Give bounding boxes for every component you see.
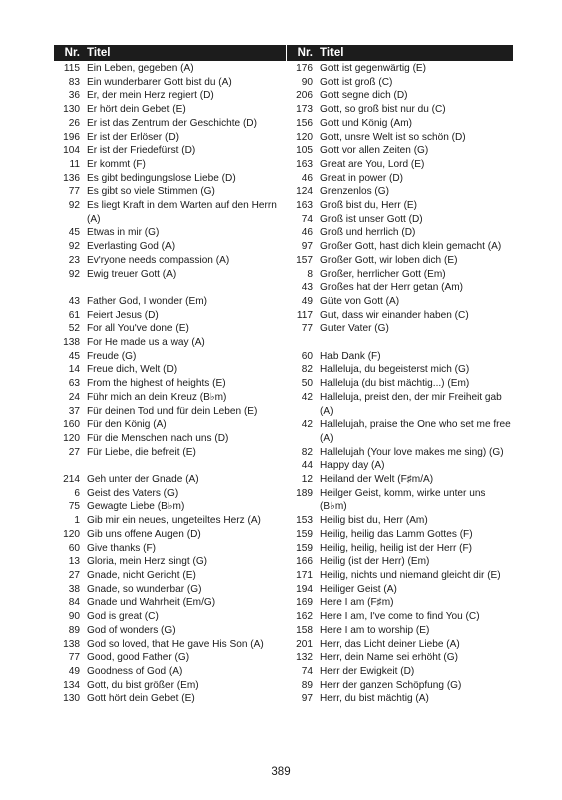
entry-title: Er ist der Erlöser (D) xyxy=(87,131,179,143)
index-entry xyxy=(54,226,286,240)
entry-number: 60 xyxy=(301,350,313,362)
index-entry xyxy=(54,62,286,76)
entry-number: 124 xyxy=(296,186,313,198)
entry-title: Gnade und Wahrheit (Em/G) xyxy=(87,597,216,609)
entry-number: 82 xyxy=(301,364,313,376)
entry-number: 36 xyxy=(68,90,80,102)
index-entry xyxy=(287,624,513,638)
index-entry xyxy=(54,103,286,117)
entry-number: 11 xyxy=(69,158,80,170)
entry-title: Gib uns offene Augen (D) xyxy=(87,528,201,540)
entry-number: 92 xyxy=(68,200,80,212)
index-entry xyxy=(287,638,513,652)
entry-number: 37 xyxy=(68,405,80,417)
entry-title: Gloria, mein Herz singt (G) xyxy=(87,556,208,568)
entry-title: Good, good Father (G) xyxy=(87,652,190,664)
entry-number: 83 xyxy=(68,76,80,88)
index-entry xyxy=(287,418,513,445)
entry-title: Gib mir ein neues, ungeteiltes Herz (A) xyxy=(87,515,261,527)
entry-number: 189 xyxy=(296,487,313,499)
entry-number: 214 xyxy=(63,474,80,486)
entry-title: Hallelujah (Your love makes me sing) (G) xyxy=(320,446,504,458)
index-entry xyxy=(54,651,286,665)
index-entry xyxy=(54,500,286,514)
index-entry xyxy=(54,185,286,199)
entry-title: Ewig treuer Gott (A) xyxy=(87,268,177,280)
entry-title: Es liegt Kraft in dem Warten auf den Herrn (A) xyxy=(87,200,277,225)
index-entry xyxy=(54,569,286,583)
entry-title: From the highest of heights (E) xyxy=(87,378,226,390)
entry-number: 120 xyxy=(63,528,80,540)
entry-title: Für den König (A) xyxy=(87,419,167,431)
column-header xyxy=(287,45,513,61)
index-entry xyxy=(287,62,513,76)
entry-title: Here I am to worship (E) xyxy=(320,624,430,636)
entry-title: Feiert Jesus (D) xyxy=(87,309,159,321)
entry-number: 157 xyxy=(296,254,313,266)
entry-number: 82 xyxy=(301,446,313,458)
entry-number: 77 xyxy=(301,323,313,335)
entry-number: 117 xyxy=(296,309,313,321)
entry-number: 162 xyxy=(296,611,313,623)
entry-title: Er hört dein Gebet (E) xyxy=(87,104,186,116)
index-entry xyxy=(54,363,286,377)
index-entry xyxy=(287,665,513,679)
index-entry xyxy=(287,281,513,295)
entry-number: 89 xyxy=(68,624,80,636)
entry-title: Father God, I wonder (Em) xyxy=(87,295,208,307)
index-entry xyxy=(287,679,513,693)
entry-title: Gott ist groß (C) xyxy=(320,76,393,88)
index-entry xyxy=(54,240,286,254)
index-entry xyxy=(287,117,513,131)
entry-title: Gott vor allen Zeiten (G) xyxy=(320,145,429,157)
entry-number: 49 xyxy=(68,665,80,677)
entry-number: 27 xyxy=(68,446,80,458)
entry-number: 138 xyxy=(63,337,80,349)
entry-title: Groß ist unser Gott (D) xyxy=(320,213,423,225)
index-entry xyxy=(287,542,513,556)
index-entry xyxy=(54,528,286,542)
entry-number: 45 xyxy=(68,227,80,239)
index-entry xyxy=(287,199,513,213)
index-entry xyxy=(287,459,513,473)
entry-number: 89 xyxy=(301,679,313,691)
entry-title: Es gibt bedingungslose Liebe (D) xyxy=(87,172,236,184)
index-entry xyxy=(287,172,513,186)
index-entry xyxy=(287,103,513,117)
entry-number: 46 xyxy=(301,172,313,184)
index-entry xyxy=(54,624,286,638)
entry-title: Here I am, I've come to find You (C) xyxy=(320,611,480,623)
entry-title: For He made us a way (A) xyxy=(87,337,205,349)
entry-number: 63 xyxy=(68,378,80,390)
index-list-left xyxy=(54,62,286,706)
entry-title: Für die Menschen nach uns (D) xyxy=(87,432,229,444)
entry-title: Happy day (A) xyxy=(320,460,385,472)
page-number: 389 xyxy=(271,766,291,778)
index-entry xyxy=(287,295,513,309)
index-list-right xyxy=(287,62,513,706)
entry-number: 52 xyxy=(68,323,80,335)
index-entry xyxy=(54,268,286,282)
entry-title: Er ist der Friedefürst (D) xyxy=(87,145,196,157)
entry-title: Everlasting God (A) xyxy=(87,241,176,253)
entry-number: 120 xyxy=(63,432,80,444)
entry-title: Heiland der Welt (F♯m/A) xyxy=(320,474,434,486)
index-entry xyxy=(54,418,286,432)
entry-title: Heilig bist du, Herr (Am) xyxy=(320,515,428,527)
index-entry xyxy=(54,542,286,556)
entry-number: 171 xyxy=(296,570,313,581)
index-entry xyxy=(287,350,513,364)
index-entry xyxy=(287,158,513,172)
index-column-left xyxy=(54,45,286,706)
entry-title: Gott ist gegenwärtig (E) xyxy=(320,63,427,74)
entry-title: Herr, du bist mächtig (A) xyxy=(320,693,429,705)
entry-number: 132 xyxy=(296,652,313,664)
entry-title: Großer Gott, wir loben dich (E) xyxy=(320,254,458,266)
index-entry xyxy=(54,309,286,323)
entry-title: Güte von Gott (A) xyxy=(320,295,400,307)
entry-number: 158 xyxy=(296,624,313,636)
entry-number: 92 xyxy=(68,268,80,280)
index-entry xyxy=(287,473,513,487)
entry-title: Führ mich an dein Kreuz (B♭m) xyxy=(87,391,227,403)
entry-title: Etwas in mir (G) xyxy=(87,227,160,239)
index-entry xyxy=(287,391,513,418)
index-entry xyxy=(287,185,513,199)
index-entry xyxy=(54,131,286,145)
entry-title: Für Liebe, die befreit (E) xyxy=(87,446,196,458)
index-entry xyxy=(54,473,286,487)
index-entry xyxy=(287,213,513,227)
entry-title: Er kommt (F) xyxy=(87,158,146,170)
entry-title: Here I am (F♯m) xyxy=(320,597,394,609)
entry-number: 12 xyxy=(301,474,313,486)
index-entry xyxy=(54,391,286,405)
index-entry xyxy=(54,405,286,419)
index-entry xyxy=(287,268,513,282)
entry-number: 176 xyxy=(296,63,313,74)
entry-number: 159 xyxy=(296,542,313,554)
index-entry xyxy=(54,377,286,391)
entry-number: 156 xyxy=(296,117,313,129)
entry-title: Gewagte Liebe (B♭m) xyxy=(87,501,185,513)
entry-number: 120 xyxy=(296,131,313,143)
entry-number: 92 xyxy=(68,241,80,253)
entry-number: 49 xyxy=(301,295,313,307)
entry-title: Heilig, nichts und niemand gleicht dir (E) xyxy=(320,570,501,581)
index-entry xyxy=(54,158,286,172)
entry-number: 42 xyxy=(301,419,313,431)
header-nr: Nr. xyxy=(297,47,313,59)
entry-number: 169 xyxy=(296,597,313,609)
entry-number: 160 xyxy=(63,419,80,431)
index-entry xyxy=(54,336,286,350)
header-nr: Nr. xyxy=(64,47,80,59)
entry-title: Heilig, heilig das Lamm Gottes (F) xyxy=(320,528,473,540)
entry-number: 8 xyxy=(307,268,313,280)
column-header xyxy=(54,45,286,61)
index-entry xyxy=(54,679,286,693)
entry-title: Geist des Vaters (G) xyxy=(87,487,179,499)
index-entry xyxy=(287,514,513,528)
entry-title: Heiliger Geist (A) xyxy=(320,583,397,595)
entry-title: Gott, unsre Welt ist so schön (D) xyxy=(320,131,466,143)
index-entry xyxy=(54,555,286,569)
entry-number: 61 xyxy=(68,309,80,321)
index-entry xyxy=(287,254,513,268)
entry-number: 38 xyxy=(68,583,80,595)
entry-number: 163 xyxy=(296,158,313,170)
entry-number: 130 xyxy=(63,693,80,705)
entry-title: Gott, du bist größer (Em) xyxy=(87,679,199,691)
entry-title: Heilig (ist der Herr) (Em) xyxy=(320,556,430,568)
entry-title: Halleluja, preist den, der mir Freiheit gab (A) xyxy=(320,391,502,417)
entry-title: Groß und herrlich (D) xyxy=(320,227,416,239)
entry-title: For all You've done (E) xyxy=(87,323,189,335)
index-entry xyxy=(54,514,286,528)
entry-title: Groß bist du, Herr (E) xyxy=(320,200,418,212)
entry-number: 14 xyxy=(68,364,80,376)
entry-number: 1 xyxy=(74,515,80,527)
entry-number: 194 xyxy=(296,583,313,595)
entry-number: 43 xyxy=(301,282,313,294)
entry-title: Geh unter der Gnade (A) xyxy=(87,474,199,486)
entry-number: 134 xyxy=(63,679,80,691)
entry-title: Herr, das Licht deiner Liebe (A) xyxy=(320,638,460,650)
entry-title: Großes hat der Herr getan (Am) xyxy=(320,282,464,294)
index-entry xyxy=(54,144,286,158)
index-entry xyxy=(287,322,513,336)
index-entry xyxy=(287,487,513,514)
index-entry xyxy=(54,487,286,501)
entry-number: 115 xyxy=(63,63,80,74)
entry-number: 90 xyxy=(301,76,313,88)
entry-number: 159 xyxy=(296,528,313,540)
section-gap xyxy=(54,459,286,473)
index-entry xyxy=(54,583,286,597)
entry-title: Gut, dass wir einander haben (C) xyxy=(320,309,469,321)
entry-number: 196 xyxy=(63,131,80,143)
entry-number: 23 xyxy=(68,254,80,266)
index-entry xyxy=(287,596,513,610)
index-entry xyxy=(54,89,286,103)
entry-title: Großer, herrlicher Gott (Em) xyxy=(320,268,446,280)
entry-title: Gnade, so wunderbar (G) xyxy=(87,583,202,595)
entry-number: 75 xyxy=(68,501,80,513)
index-entry xyxy=(287,610,513,624)
entry-title: Heilger Geist, komm, wirke unter uns (B♭m) xyxy=(320,487,486,513)
section-gap xyxy=(287,336,513,350)
entry-title: Hab Dank (F) xyxy=(320,350,381,362)
section-gap xyxy=(54,281,286,295)
index-entry xyxy=(54,172,286,186)
entry-title: Heilig, heilig, heilig ist der Herr (F) xyxy=(320,542,473,554)
entry-number: 153 xyxy=(296,515,313,527)
index-entry xyxy=(54,665,286,679)
index-entry xyxy=(54,117,286,131)
index-entry xyxy=(54,446,286,460)
index-entry xyxy=(287,226,513,240)
entry-title: Ev'ryone needs compassion (A) xyxy=(87,254,230,266)
entry-number: 104 xyxy=(63,145,80,157)
entry-title: Give thanks (F) xyxy=(87,542,156,554)
entry-number: 27 xyxy=(68,569,80,581)
entry-title: God is great (C) xyxy=(87,611,159,623)
entry-number: 74 xyxy=(301,665,313,677)
entry-title: Great are You, Lord (E) xyxy=(320,158,425,170)
entry-title: Für deinen Tod und für dein Leben (E) xyxy=(87,405,258,417)
index-entry xyxy=(287,363,513,377)
index-entry xyxy=(54,76,286,90)
index-entry xyxy=(287,144,513,158)
entry-number: 163 xyxy=(296,200,313,212)
index-entry xyxy=(287,377,513,391)
index-entry xyxy=(54,596,286,610)
entry-title: Ein wunderbarer Gott bist du (A) xyxy=(87,76,232,88)
index-entry xyxy=(287,555,513,569)
entry-number: 74 xyxy=(301,213,313,225)
entry-number: 50 xyxy=(301,378,313,390)
entry-number: 44 xyxy=(301,460,313,472)
entry-number: 77 xyxy=(68,186,80,198)
entry-number: 6 xyxy=(74,487,80,499)
entry-title: Freude (G) xyxy=(87,350,137,362)
index-entry xyxy=(54,692,286,706)
entry-title: Herr der ganzen Schöpfung (G) xyxy=(320,679,462,691)
index-entry xyxy=(287,89,513,103)
entry-number: 97 xyxy=(301,241,313,253)
index-entry xyxy=(287,528,513,542)
entry-number: 24 xyxy=(68,391,80,403)
entry-title: Gott segne dich (D) xyxy=(320,90,408,102)
index-entry xyxy=(54,638,286,652)
entry-title: Herr, dein Name sei erhöht (G) xyxy=(320,652,459,664)
index-entry xyxy=(54,350,286,364)
entry-title: Gott hört dein Gebet (E) xyxy=(87,693,195,705)
entry-number: 60 xyxy=(68,542,80,554)
entry-number: 173 xyxy=(296,104,313,116)
index-entry xyxy=(54,432,286,446)
entry-number: 130 xyxy=(63,104,80,116)
entry-number: 206 xyxy=(296,90,313,102)
entry-number: 84 xyxy=(68,597,80,609)
entry-number: 43 xyxy=(68,295,80,307)
entry-number: 46 xyxy=(301,227,313,239)
entry-title: Gott und König (Am) xyxy=(320,117,413,129)
entry-title: Es gibt so viele Stimmen (G) xyxy=(87,186,215,198)
entry-number: 77 xyxy=(68,652,80,664)
index-entry xyxy=(287,446,513,460)
index-entry xyxy=(54,610,286,624)
entry-number: 166 xyxy=(296,556,313,568)
index-entry xyxy=(54,322,286,336)
entry-title: Herr der Ewigkeit (D) xyxy=(320,665,415,677)
entry-title: Gnade, nicht Gericht (E) xyxy=(87,569,196,581)
entry-number: 13 xyxy=(68,556,80,568)
entry-number: 90 xyxy=(68,611,80,623)
index-entry xyxy=(287,569,513,583)
entry-title: Gott, so groß bist nur du (C) xyxy=(320,104,446,116)
index-entry xyxy=(54,199,286,226)
entry-title: Goodness of God (A) xyxy=(87,665,183,677)
entry-title: Großer Gott, hast dich klein gemacht (A) xyxy=(320,241,502,253)
entry-title: Halleluja (du bist mächtig...) (Em) xyxy=(320,378,470,390)
index-entry xyxy=(287,76,513,90)
entry-title: Hallelujah, praise the One who set me free (A) xyxy=(320,419,511,444)
entry-title: Grenzenlos (G) xyxy=(320,186,389,198)
index-entry xyxy=(54,254,286,268)
entry-title: Er ist das Zentrum der Geschichte (D) xyxy=(87,117,257,129)
entry-number: 97 xyxy=(301,693,313,705)
index-entry xyxy=(54,295,286,309)
entry-number: 201 xyxy=(296,638,313,650)
index-entry xyxy=(287,692,513,706)
entry-number: 136 xyxy=(63,172,80,184)
entry-number: 138 xyxy=(63,638,80,650)
entry-number: 42 xyxy=(301,391,313,403)
entry-title: Great in power (D) xyxy=(320,172,404,184)
header-title: Titel xyxy=(87,47,111,59)
entry-number: 26 xyxy=(68,117,80,129)
index-column-right xyxy=(287,45,513,706)
entry-title: Freue dich, Welt (D) xyxy=(87,364,178,376)
index-entry xyxy=(287,240,513,254)
entry-title: God of wonders (G) xyxy=(87,624,176,636)
index-entry xyxy=(287,583,513,597)
index-entry xyxy=(287,651,513,665)
entry-number: 105 xyxy=(296,145,313,157)
entry-title: God so loved, that He gave His Son (A) xyxy=(87,638,264,650)
index-entry xyxy=(287,309,513,323)
entry-title: Er, der mein Herz regiert (D) xyxy=(87,90,214,102)
index-entry xyxy=(287,131,513,145)
entry-title: Halleluja, du begeisterst mich (G) xyxy=(320,364,470,376)
entry-number: 45 xyxy=(68,350,80,362)
header-title: Titel xyxy=(320,47,344,59)
entry-title: Ein Leben, gegeben (A) xyxy=(87,63,194,74)
entry-title: Guter Vater (G) xyxy=(320,323,389,335)
